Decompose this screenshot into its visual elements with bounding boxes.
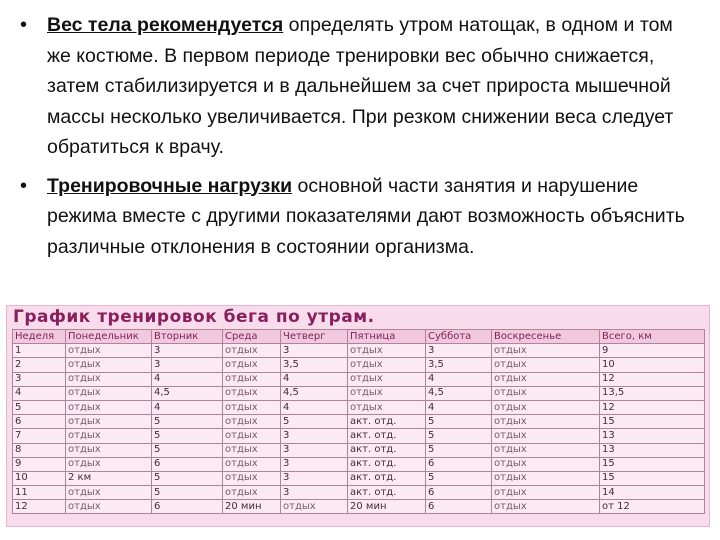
table-row bbox=[13, 471, 705, 485]
table-title: График тренировок бега по утрам. bbox=[13, 307, 375, 327]
table-cell: отдых bbox=[66, 429, 152, 443]
table-cell: 3,5 bbox=[281, 358, 348, 372]
table-cell: 6 bbox=[426, 486, 492, 500]
table-cell: акт. отд. bbox=[348, 429, 426, 443]
bullet-text: определять утром натощак, в одном и том же костюме. В первом периоде тренировки вес обычно снижается, затем стабилизируется и в дальнейшем за счет прироста мышечной массы несколько увеличивается. При резком снижении веса следует обратиться к врачу. bbox=[47, 14, 674, 158]
table-cell: 3 bbox=[152, 344, 223, 358]
table-cell: отдых bbox=[66, 457, 152, 471]
table-cell: 6 bbox=[152, 500, 223, 514]
table-cell: 4 bbox=[426, 372, 492, 386]
table-cell: 5 bbox=[152, 486, 223, 500]
table-cell: 5 bbox=[281, 415, 348, 429]
table-cell: 5 bbox=[152, 415, 223, 429]
table-cell: отдых bbox=[223, 400, 281, 414]
table-cell: 14 bbox=[600, 486, 705, 500]
table-row bbox=[13, 486, 705, 500]
table-cell: 5 bbox=[13, 400, 66, 414]
table-cell: отдых bbox=[66, 358, 152, 372]
table-cell: 9 bbox=[600, 344, 705, 358]
table-cell: отдых bbox=[66, 415, 152, 429]
table-cell: 12 bbox=[600, 400, 705, 414]
table-cell: 3 bbox=[13, 372, 66, 386]
table-cell: 20 мин bbox=[348, 500, 426, 514]
table-cell: акт. отд. bbox=[348, 486, 426, 500]
table-cell: отдых bbox=[492, 471, 600, 485]
table-cell: 5 bbox=[426, 443, 492, 457]
table-cell: 3 bbox=[281, 471, 348, 485]
table-cell: 5 bbox=[152, 429, 223, 443]
table-cell: отдых bbox=[66, 443, 152, 457]
table-cell: 3 bbox=[426, 344, 492, 358]
table-cell: 4 bbox=[152, 400, 223, 414]
table-cell: отдых bbox=[281, 500, 348, 514]
table-cell: акт. отд. bbox=[348, 415, 426, 429]
column-header: Неделя bbox=[13, 330, 66, 344]
table-cell: отдых bbox=[348, 386, 426, 400]
table-cell: 4 bbox=[281, 400, 348, 414]
table-cell: отдых bbox=[66, 500, 152, 514]
table-cell: 4,5 bbox=[426, 386, 492, 400]
table-cell: отдых bbox=[223, 471, 281, 485]
table-cell: 4 bbox=[426, 400, 492, 414]
table-cell: 8 bbox=[13, 443, 66, 457]
table-header-row bbox=[13, 330, 705, 344]
table-cell: отдых bbox=[348, 400, 426, 414]
table-cell: от 12 bbox=[600, 500, 705, 514]
table-cell: 13 bbox=[600, 443, 705, 457]
table-cell: 13 bbox=[600, 429, 705, 443]
table-cell: отдых bbox=[492, 386, 600, 400]
table-row bbox=[13, 386, 705, 400]
table-cell: 10 bbox=[600, 358, 705, 372]
table-cell: отдых bbox=[492, 344, 600, 358]
table-cell: отдых bbox=[492, 429, 600, 443]
table-cell: отдых bbox=[66, 386, 152, 400]
table-cell: 11 bbox=[13, 486, 66, 500]
table-row bbox=[13, 344, 705, 358]
table-cell: 6 bbox=[13, 415, 66, 429]
table-cell: отдых bbox=[223, 429, 281, 443]
table-cell: 10 bbox=[13, 471, 66, 485]
table-row bbox=[13, 457, 705, 471]
table-cell: 6 bbox=[426, 500, 492, 514]
table-cell: 13,5 bbox=[600, 386, 705, 400]
table-cell: 4 bbox=[281, 372, 348, 386]
table-cell: 4 bbox=[152, 372, 223, 386]
table-cell: 5 bbox=[152, 471, 223, 485]
table-row bbox=[13, 358, 705, 372]
table-cell: 3 bbox=[281, 486, 348, 500]
table-cell: 4,5 bbox=[152, 386, 223, 400]
table-cell: 15 bbox=[600, 415, 705, 429]
table-cell: акт. отд. bbox=[348, 443, 426, 457]
table-cell: 3,5 bbox=[426, 358, 492, 372]
table-cell: отдых bbox=[492, 400, 600, 414]
column-header: Понедельник bbox=[66, 330, 152, 344]
column-header: Воскресенье bbox=[492, 330, 600, 344]
table-row bbox=[13, 443, 705, 457]
table-cell: отдых bbox=[223, 457, 281, 471]
column-header: Суббота bbox=[426, 330, 492, 344]
table-cell: 5 bbox=[426, 471, 492, 485]
table-cell: 12 bbox=[13, 500, 66, 514]
bullet-list bbox=[20, 10, 700, 270]
table-cell: отдых bbox=[223, 344, 281, 358]
table-cell: отдых bbox=[223, 486, 281, 500]
schedule-table bbox=[12, 329, 705, 514]
table-cell: 3 bbox=[152, 358, 223, 372]
bullet-text: основной части занятия и нарушение режима вместе с другими показателями дают возможность объяснить различные отклонения в состоянии организма. bbox=[47, 174, 685, 258]
table-cell: 15 bbox=[600, 457, 705, 471]
table-cell: отдых bbox=[492, 358, 600, 372]
table-cell: 12 bbox=[600, 372, 705, 386]
table-cell: 2 bbox=[13, 358, 66, 372]
table-cell: 9 bbox=[13, 457, 66, 471]
table-row bbox=[13, 429, 705, 443]
table-cell: отдых bbox=[66, 344, 152, 358]
table-cell: отдых bbox=[66, 400, 152, 414]
table-cell: отдых bbox=[348, 344, 426, 358]
bullet-item bbox=[20, 10, 700, 163]
table-cell: отдых bbox=[223, 443, 281, 457]
table-cell: отдых bbox=[492, 500, 600, 514]
table-cell: 3 bbox=[281, 344, 348, 358]
table-cell: 3 bbox=[281, 429, 348, 443]
column-header: Вторник bbox=[152, 330, 223, 344]
column-header: Среда bbox=[223, 330, 281, 344]
table-cell: акт. отд. bbox=[348, 471, 426, 485]
table-cell: отдых bbox=[66, 486, 152, 500]
table-row bbox=[13, 415, 705, 429]
table-cell: 15 bbox=[600, 471, 705, 485]
table-cell: 4,5 bbox=[281, 386, 348, 400]
table-cell: 3 bbox=[281, 457, 348, 471]
column-header: Пятница bbox=[348, 330, 426, 344]
table-cell: отдых bbox=[223, 372, 281, 386]
bullet-lead: Тренировочные нагрузки bbox=[47, 174, 293, 197]
table-cell: 20 мин bbox=[223, 500, 281, 514]
table-cell: 6 bbox=[152, 457, 223, 471]
table-row bbox=[13, 500, 705, 514]
table-cell: акт. отд. bbox=[348, 457, 426, 471]
bullet-lead: Вес тела рекомендуется bbox=[47, 14, 284, 36]
column-header: Всего, км bbox=[600, 330, 705, 344]
table-cell: отдых bbox=[492, 486, 600, 500]
table-cell: 3 bbox=[281, 443, 348, 457]
table-cell: 5 bbox=[152, 443, 223, 457]
table-cell: 2 км bbox=[66, 471, 152, 485]
table-cell: 1 bbox=[13, 344, 66, 358]
table-cell: отдых bbox=[492, 457, 600, 471]
table-cell: отдых bbox=[492, 443, 600, 457]
table-row bbox=[13, 400, 705, 414]
table-cell: отдых bbox=[348, 358, 426, 372]
table-cell: 7 bbox=[13, 429, 66, 443]
table-cell: отдых bbox=[492, 415, 600, 429]
bullet-dot: • bbox=[20, 174, 28, 197]
table-cell: 5 bbox=[426, 415, 492, 429]
table-cell: отдых bbox=[492, 372, 600, 386]
table-cell: 5 bbox=[426, 429, 492, 443]
table-cell: 6 bbox=[426, 457, 492, 471]
schedule-image bbox=[6, 305, 710, 527]
table-cell: отдых bbox=[223, 358, 281, 372]
bullet-dot: • bbox=[20, 14, 28, 36]
table-row bbox=[13, 372, 705, 386]
column-header: Четверг bbox=[281, 330, 348, 344]
table-cell: отдых bbox=[223, 386, 281, 400]
table-cell: 4 bbox=[13, 386, 66, 400]
bullet-item bbox=[20, 171, 700, 263]
table-cell: отдых bbox=[66, 372, 152, 386]
table-cell: отдых bbox=[223, 415, 281, 429]
table-cell: отдых bbox=[348, 372, 426, 386]
